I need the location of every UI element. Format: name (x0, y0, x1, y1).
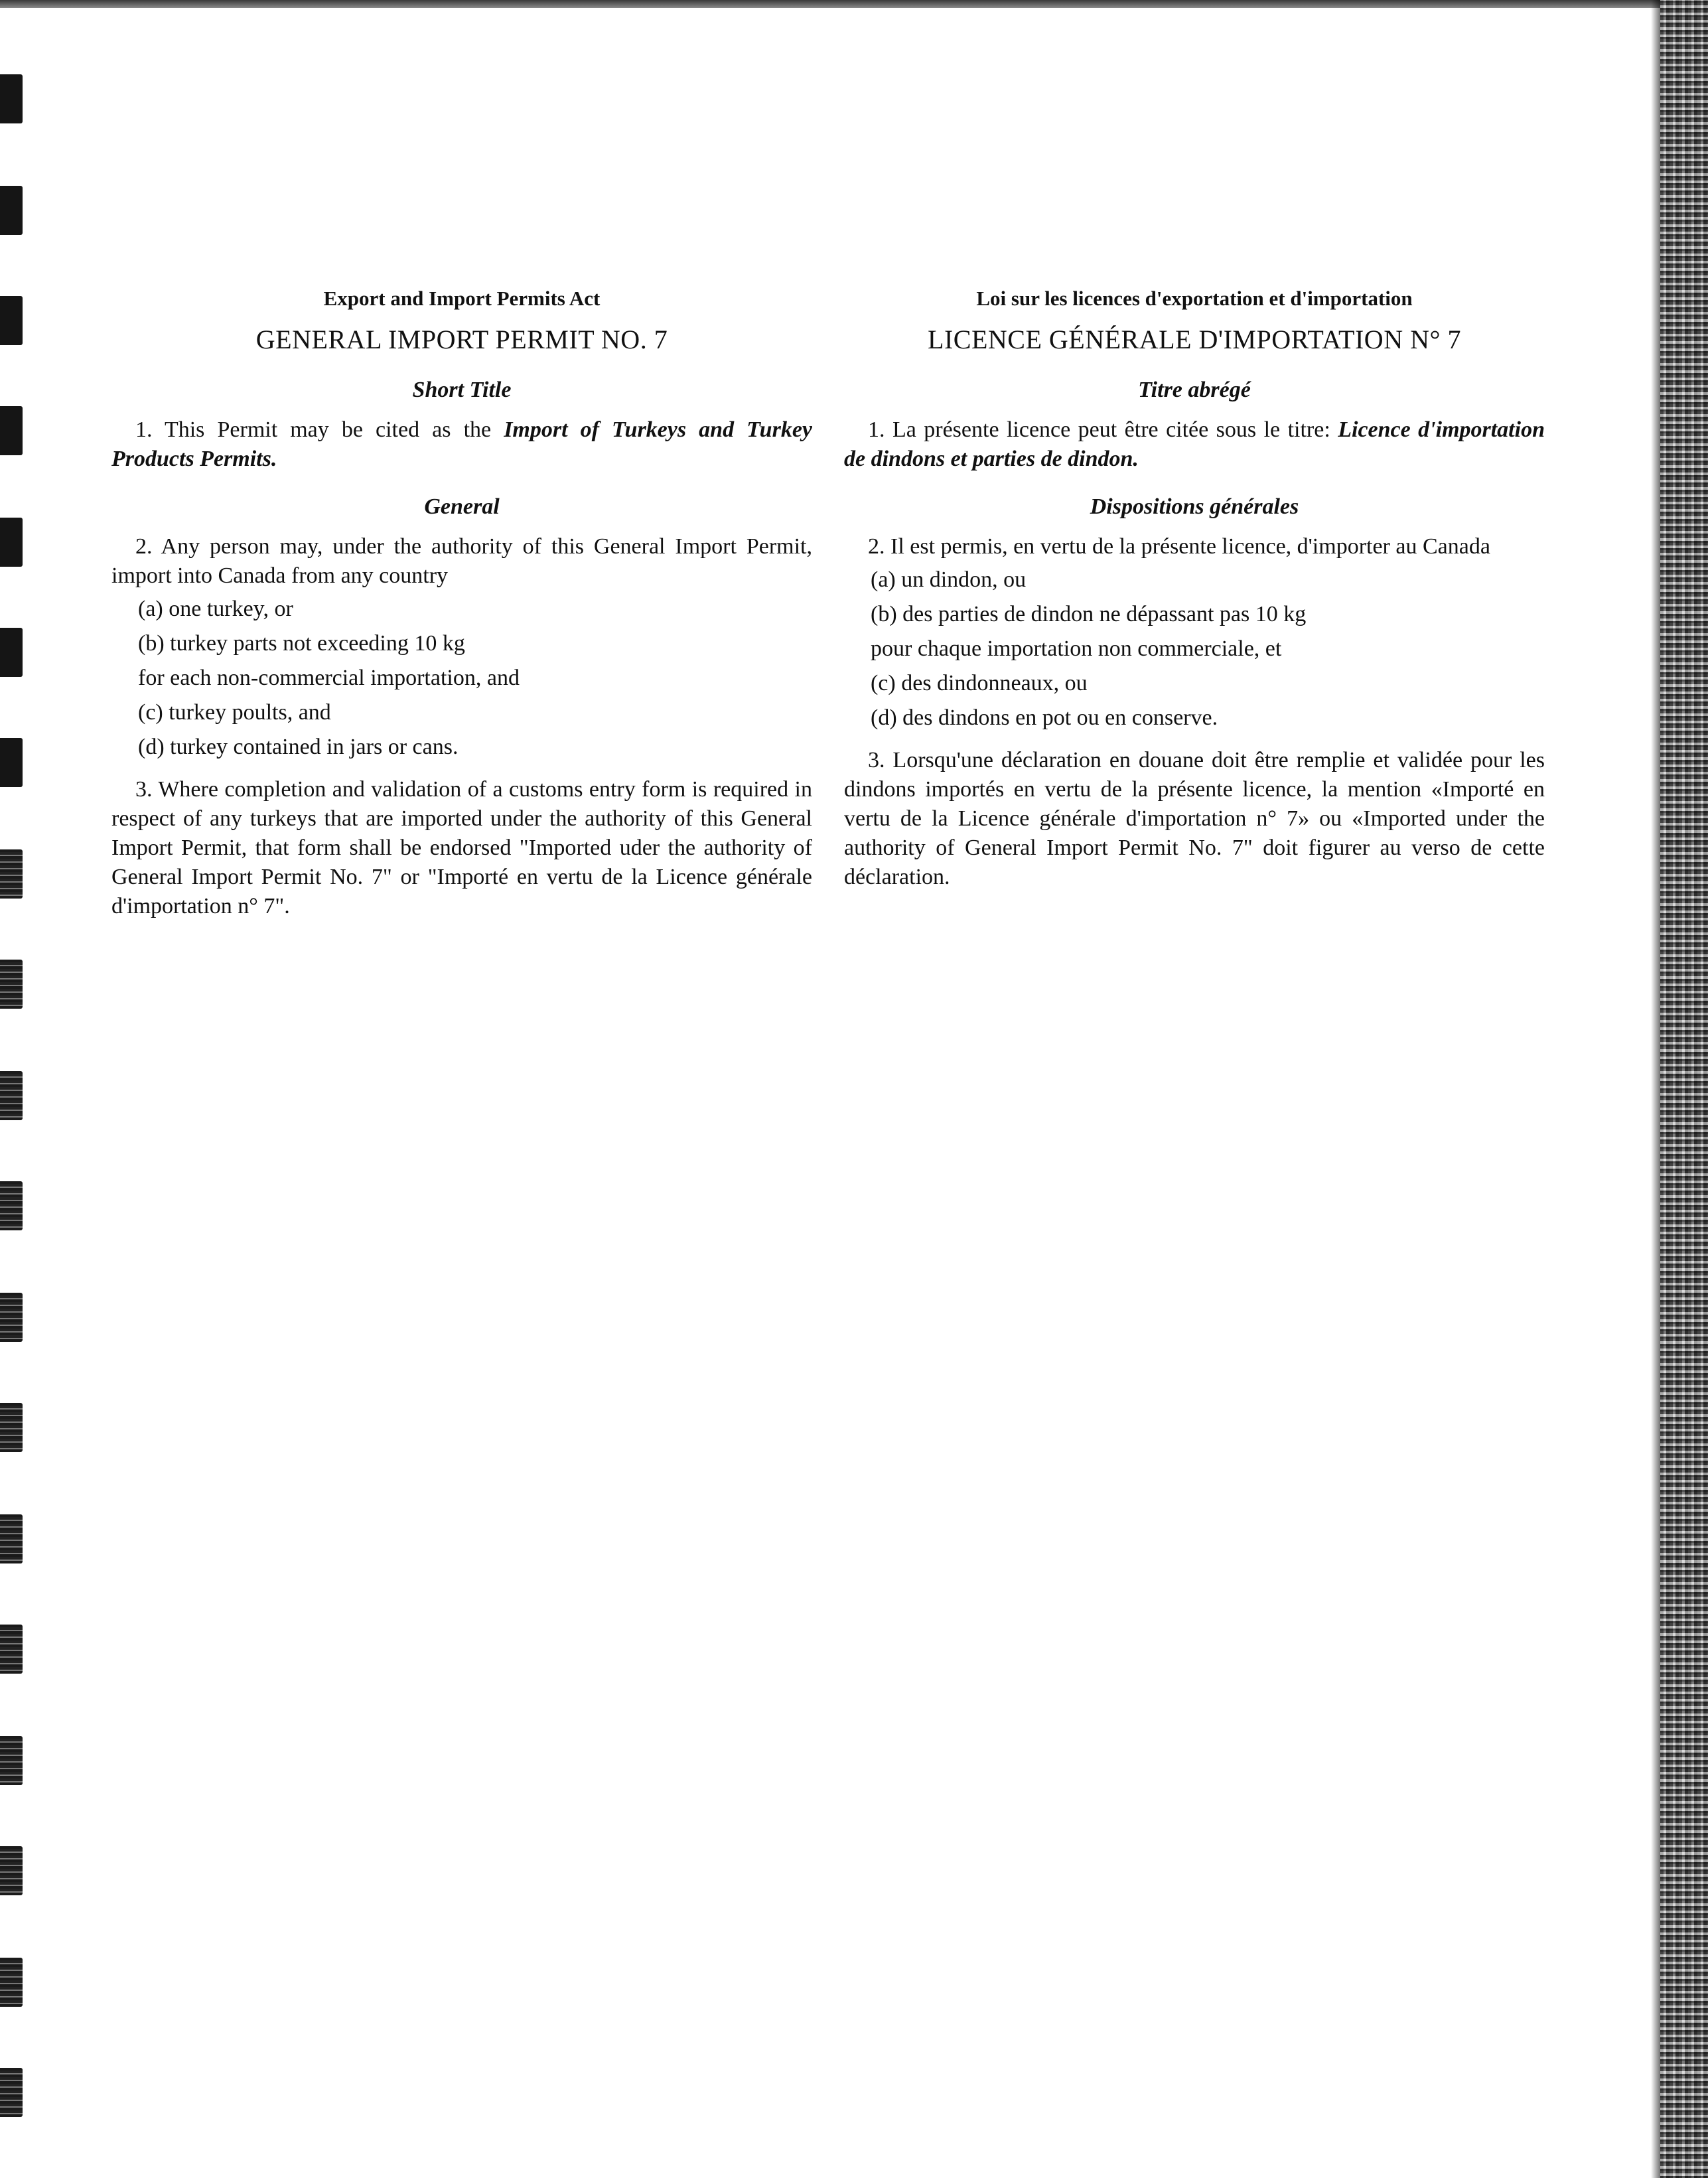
section-2-item-a: (a) un dindon, ou (871, 567, 1027, 592)
binder-hole-mark (0, 1403, 23, 1452)
section-heading-short-title: Short Title (412, 378, 512, 402)
section-2-intro: 2. Il est permis, en vertu de la présente licence, d'importer au Canada (868, 534, 1490, 559)
section-1-text: 1. This Permit may be cited as the (135, 417, 504, 442)
english-column (111, 279, 812, 940)
binder-hole-mark (0, 628, 23, 677)
binder-hole-mark (0, 74, 23, 123)
section-1 (844, 415, 1545, 474)
section-2-item-c: (c) turkey poults, and (138, 700, 331, 725)
permit-title: GENERAL IMPORT PERMIT NO. 7 (255, 325, 668, 354)
section-3: 3. Where completion and validation of a customs entry form is required in respect of any turkeys that are imported under the authority of this General Import Permit, that form shall be endorsed "Imported uder the authority of General Import Permit No. 7" or "Importé en vertu de la Licence générale d'importation n° 7". (111, 777, 812, 918)
act-title: Export and Import Permits Act (323, 287, 601, 310)
french-column (844, 279, 1545, 910)
section-2-item-d: (d) des dindons en pot ou en conserve. (871, 705, 1218, 730)
binder-hole-mark (0, 296, 23, 345)
section-2-intro: 2. Any person may, under the authority of this General Import Permit, import into Canada from any country (111, 534, 812, 588)
section-1-permit-name: Licence d'importation de dindons et parties de dindon. (844, 417, 1545, 471)
section-1-permit-name: Import of Turkeys and Turkey Products Permits. (111, 417, 812, 471)
section-2-item-d: (d) turkey contained in jars or cans. (138, 735, 459, 759)
binder-hole-mark (0, 1736, 23, 1785)
binder-hole-mark (0, 738, 23, 787)
section-2-item-b: (b) des parties de dindon ne dépassant pas 10 kg (871, 602, 1307, 626)
section-2-item-a: (a) one turkey, or (138, 597, 293, 621)
scan-top-edge (0, 0, 1708, 8)
binder-hole-mark (0, 518, 23, 567)
section-1 (111, 415, 812, 474)
binder-hole-mark (0, 186, 23, 235)
binder-hole-mark (0, 1514, 23, 1563)
scan-binding-edge (1660, 0, 1708, 2178)
section-2-item-c: (c) des dindonneaux, ou (871, 671, 1088, 695)
section-heading-general: General (424, 494, 500, 519)
section-heading-general: Dispositions générales (1090, 494, 1299, 519)
section-1-text: 1. La présente licence peut être citée sous le titre: (868, 417, 1338, 442)
binder-hole-mark (0, 406, 23, 455)
section-3: 3. Lorsqu'une déclaration en douane doit être remplie et validée pour les dindons importés en vertu de la présente licence, la mention «Importé en vertu de la Licence générale d'importation n° 7» ou «Imported under the authority of General Import Permit No. 7" doit figurer au verso de cette déclaration. (844, 748, 1545, 889)
section-2-continuation: pour chaque importation non commerciale, et (871, 636, 1282, 661)
binder-hole-mark (0, 849, 23, 899)
permit-title: LICENCE GÉNÉRALE D'IMPORTATION N° 7 (928, 325, 1461, 354)
section-2-item-b: (b) turkey parts not exceeding 10 kg (138, 631, 465, 656)
binder-hole-mark (0, 1071, 23, 1120)
binder-hole-mark (0, 1181, 23, 1230)
binder-hole-mark (0, 2068, 23, 2117)
binder-hole-mark (0, 960, 23, 1009)
binder-hole-mark (0, 1958, 23, 2007)
binder-hole-mark (0, 1846, 23, 1895)
binder-hole-mark (0, 1625, 23, 1674)
section-2-continuation: for each non-commercial importation, and (138, 666, 520, 690)
act-title: Loi sur les licences d'exportation et d'importation (976, 287, 1413, 310)
section-heading-short-title: Titre abrégé (1138, 378, 1251, 402)
binder-hole-mark (0, 1293, 23, 1342)
